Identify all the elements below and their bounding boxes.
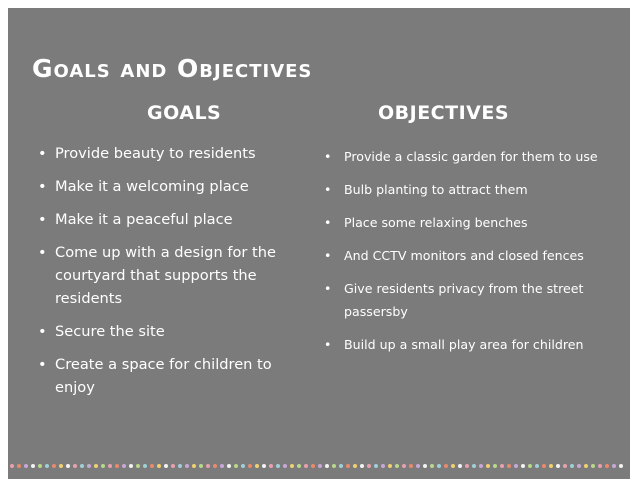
border-dot	[227, 464, 231, 468]
border-dot	[59, 464, 63, 468]
border-dot	[500, 464, 504, 468]
border-dot	[31, 464, 35, 468]
border-dot	[192, 464, 196, 468]
border-dot	[493, 464, 497, 468]
border-dot	[535, 464, 539, 468]
border-dot	[304, 464, 308, 468]
border-dot	[185, 464, 189, 468]
border-dot	[178, 464, 182, 468]
border-dot	[318, 464, 322, 468]
slide-title: Goals and Objectives	[32, 54, 313, 83]
border-dot	[73, 464, 77, 468]
border-dot	[423, 464, 427, 468]
border-dot	[157, 464, 161, 468]
border-dot	[395, 464, 399, 468]
border-dot	[451, 464, 455, 468]
border-dot	[619, 464, 623, 468]
border-dot	[262, 464, 266, 468]
border-dot	[136, 464, 140, 468]
border-dot	[584, 464, 588, 468]
border-dot	[269, 464, 273, 468]
border-dot	[458, 464, 462, 468]
goal-item: • Make it a peaceful place	[38, 208, 300, 231]
objective-item: • Bulb planting to attract them	[324, 178, 614, 201]
border-dot	[346, 464, 350, 468]
border-dot	[171, 464, 175, 468]
goals-heading: GOALS	[147, 102, 222, 124]
border-dot	[94, 464, 98, 468]
objective-item: • Build up a small play area for children	[324, 333, 614, 356]
border-dot	[388, 464, 392, 468]
border-dot	[360, 464, 364, 468]
goal-item: • Come up with a design for the courtyard that supports the residents	[38, 241, 300, 310]
border-dot	[101, 464, 105, 468]
border-dot	[213, 464, 217, 468]
objective-item: • Place some relaxing benches	[324, 211, 614, 234]
border-dot	[416, 464, 420, 468]
border-dot	[248, 464, 252, 468]
border-dot	[24, 464, 28, 468]
border-dot	[38, 464, 42, 468]
border-dot	[52, 464, 56, 468]
border-dot	[444, 464, 448, 468]
border-dot	[339, 464, 343, 468]
objective-item: • Provide a classic garden for them to use	[324, 145, 614, 168]
border-dot	[255, 464, 259, 468]
border-dot	[521, 464, 525, 468]
border-dot	[325, 464, 329, 468]
border-dot	[556, 464, 560, 468]
border-dot	[108, 464, 112, 468]
border-dot	[542, 464, 546, 468]
border-dot	[45, 464, 49, 468]
border-dot	[10, 464, 14, 468]
goal-item: • Provide beauty to residents	[38, 142, 300, 165]
border-dot	[276, 464, 280, 468]
border-dot	[367, 464, 371, 468]
border-dot	[514, 464, 518, 468]
goal-item: • Make it a welcoming place	[38, 175, 300, 198]
border-dot	[199, 464, 203, 468]
slide	[8, 8, 630, 479]
border-dot	[507, 464, 511, 468]
border-dot	[66, 464, 70, 468]
border-dot	[472, 464, 476, 468]
decorative-dot-border	[8, 461, 630, 471]
border-dot	[486, 464, 490, 468]
objective-item: • And CCTV monitors and closed fences	[324, 244, 614, 267]
border-dot	[241, 464, 245, 468]
border-dot	[143, 464, 147, 468]
border-dot	[129, 464, 133, 468]
border-dot	[311, 464, 315, 468]
border-dot	[297, 464, 301, 468]
objectives-list	[324, 145, 614, 366]
border-dot	[430, 464, 434, 468]
border-dot	[80, 464, 84, 468]
border-dot	[332, 464, 336, 468]
border-dot	[563, 464, 567, 468]
border-dot	[290, 464, 294, 468]
objective-item: • Give residents privacy from the street passersby	[324, 277, 614, 323]
border-dot	[549, 464, 553, 468]
border-dot	[612, 464, 616, 468]
border-dot	[437, 464, 441, 468]
border-dot	[570, 464, 574, 468]
border-dot	[605, 464, 609, 468]
border-dot	[220, 464, 224, 468]
goal-item: • Secure the site	[38, 320, 300, 343]
border-dot	[17, 464, 21, 468]
goals-list	[38, 142, 300, 409]
border-dot	[528, 464, 532, 468]
border-dot	[353, 464, 357, 468]
border-dot	[87, 464, 91, 468]
border-dot	[234, 464, 238, 468]
border-dot	[115, 464, 119, 468]
border-dot	[164, 464, 168, 468]
border-dot	[381, 464, 385, 468]
border-dot	[591, 464, 595, 468]
border-dot	[598, 464, 602, 468]
border-dot	[402, 464, 406, 468]
border-dot	[122, 464, 126, 468]
objectives-heading: OBJECTIVES	[378, 102, 510, 124]
border-dot	[283, 464, 287, 468]
border-dot	[409, 464, 413, 468]
goal-item: • Create a space for children to enjoy	[38, 353, 300, 399]
border-dot	[374, 464, 378, 468]
border-dot	[150, 464, 154, 468]
border-dot	[479, 464, 483, 468]
border-dot	[206, 464, 210, 468]
border-dot	[465, 464, 469, 468]
border-dot	[577, 464, 581, 468]
